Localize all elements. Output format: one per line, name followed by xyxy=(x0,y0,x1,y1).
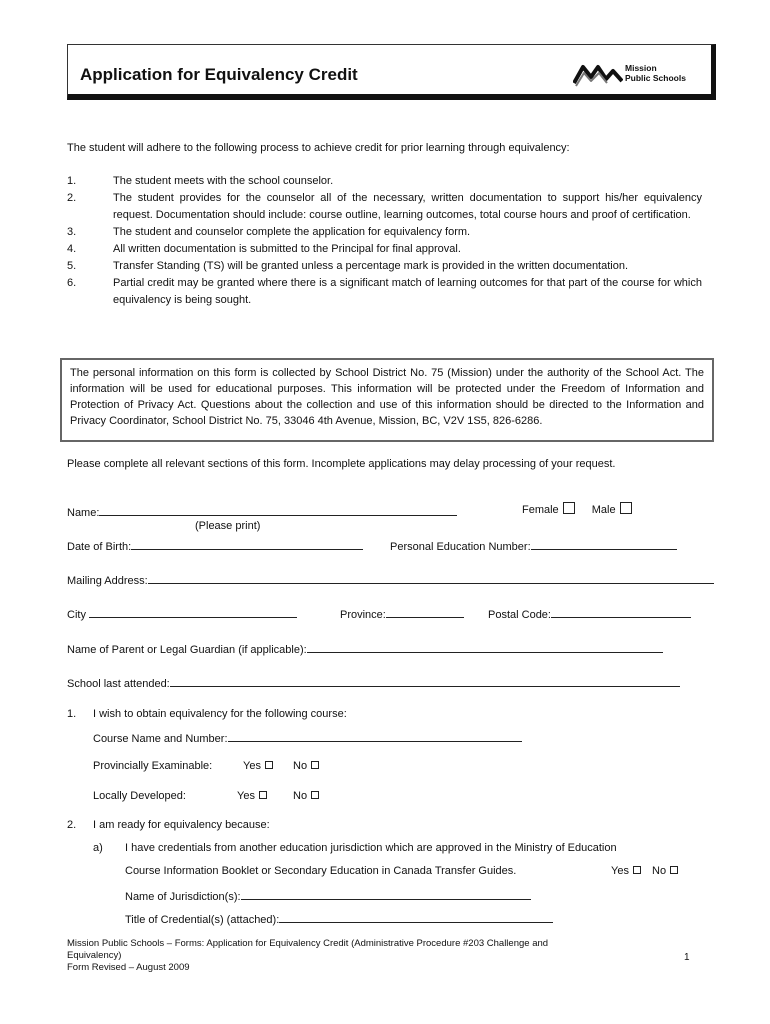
list-item xyxy=(67,173,702,190)
footer-line-3: Form Revised – August 2009 xyxy=(67,962,190,973)
step-number: 1. xyxy=(67,175,77,187)
postal-code-field[interactable] xyxy=(551,606,691,618)
step-text: The student and counselor complete the application for equivalency form. xyxy=(113,226,471,238)
step-text: The student meets with the school counselor. xyxy=(113,175,334,187)
please-print-note: (Please print) xyxy=(195,520,261,532)
name-label: Name: xyxy=(67,507,100,519)
male-checkbox[interactable] xyxy=(620,502,632,514)
prov-exam-label: Provincially Examinable: xyxy=(93,760,213,772)
logo-line-1: Mission xyxy=(625,63,657,73)
school-field[interactable] xyxy=(170,675,680,687)
section-2a-label: a) xyxy=(93,842,103,854)
privacy-notice-box xyxy=(60,358,714,442)
local-dev-row xyxy=(93,790,308,802)
footer-line-1: Mission Public Schools – Forms: Application for Equivalency Credit (Administrative Procedure #203 Challenge and xyxy=(67,938,549,949)
section-1-heading xyxy=(67,708,347,720)
local-dev-label: Locally Developed: xyxy=(93,790,186,802)
postal-label: Postal Code: xyxy=(488,609,551,621)
name-row xyxy=(67,504,457,519)
jurisdiction-field[interactable] xyxy=(241,888,531,900)
privacy-notice-text: The personal information on this form is collected by School District No. 75 (Mission) under the authority of the School Act. The information will be used for educational purposes. This information will be protected under the Freedom of Information and Protection of Privacy Act. Questions about the collection and use of this information should be directed to the Information and Privacy Coordinator, School District No. 75, 33046 4th Avenue, Mission, BC, V2V 1S5, 826-6286. xyxy=(70,367,704,427)
step-number: 4. xyxy=(67,243,77,255)
local-dev-yes-checkbox[interactable] xyxy=(259,791,267,799)
parent-row xyxy=(67,641,663,656)
school-row xyxy=(67,675,680,690)
page-footer xyxy=(67,938,692,974)
parent-label: Name of Parent or Legal Guardian (if applicable): xyxy=(67,644,307,656)
credential-row xyxy=(125,911,553,926)
page-title: Application for Equivalency Credit xyxy=(80,65,358,84)
province-field[interactable] xyxy=(386,606,464,618)
list-item xyxy=(67,275,702,309)
prov-exam-yes-checkbox[interactable] xyxy=(265,761,273,769)
prov-exam-yes-label: Yes xyxy=(243,760,261,772)
parent-field[interactable] xyxy=(307,641,663,653)
local-dev-no-label: No xyxy=(293,790,308,802)
section-2a-yes-no xyxy=(611,865,678,877)
mailing-label: Mailing Address: xyxy=(67,575,148,587)
city-row xyxy=(67,606,297,621)
jurisdiction-row xyxy=(125,888,531,903)
list-item xyxy=(67,258,702,275)
course-row xyxy=(93,730,522,745)
intro-text: The student will adhere to the following process to achieve credit for prior learning through equivalency: xyxy=(67,142,570,154)
course-name-field[interactable] xyxy=(228,730,522,742)
mailing-address-field[interactable] xyxy=(148,572,714,584)
city-label: City xyxy=(67,609,86,621)
section-2-heading xyxy=(67,819,270,831)
jurisdiction-label: Name of Jurisdiction(s): xyxy=(125,891,241,903)
logo-text xyxy=(625,63,686,83)
footer-line-2: Equivalency) xyxy=(67,950,122,961)
section-2-text: I am ready for equivalency because: xyxy=(93,819,270,831)
logo-line-2: Public Schools xyxy=(625,73,686,83)
section-2a-yes-label: Yes xyxy=(611,865,629,877)
female-checkbox[interactable] xyxy=(563,502,575,514)
step-text: The student provides for the counselor all of the necessary, written documentation to support his/her equivalency request. Documentation should include: course outline, learning outcomes, total course hours and proof of certification. xyxy=(113,192,702,221)
local-dev-no-checkbox[interactable] xyxy=(311,791,319,799)
pen-field[interactable] xyxy=(531,538,677,550)
section-2a-text-line2: Course Information Booklet or Secondary Education in Canada Transfer Guides. xyxy=(125,865,517,877)
step-text: Partial credit may be granted where there is a significant match of learning outcomes for that part of the course for which equivalency is being sought. xyxy=(113,277,702,306)
pen-label: Personal Education Number: xyxy=(390,541,531,553)
step-text: Transfer Standing (TS) will be granted unless a percentage mark is provided in the written documentation. xyxy=(113,260,629,272)
process-steps-list xyxy=(67,173,702,309)
mailing-row xyxy=(67,572,714,587)
mission-logo xyxy=(573,59,693,89)
section-2a-no-label: No xyxy=(652,865,667,877)
male-label: Male xyxy=(591,504,616,516)
section-2a-no-checkbox[interactable] xyxy=(670,866,678,874)
step-number: 2. xyxy=(67,192,77,204)
credential-label: Title of Credential(s) (attached): xyxy=(125,914,280,926)
dob-label: Date of Birth: xyxy=(67,541,132,553)
female-label: Female xyxy=(522,504,559,516)
credential-field[interactable] xyxy=(279,911,553,923)
pen-row xyxy=(390,538,677,553)
list-item xyxy=(67,224,702,241)
page-number: 1 xyxy=(684,952,690,963)
section-2-number: 2. xyxy=(67,819,77,831)
list-item xyxy=(67,241,702,258)
course-label: Course Name and Number: xyxy=(93,733,228,745)
name-field[interactable] xyxy=(99,504,457,516)
local-dev-yes-label: Yes xyxy=(237,790,255,802)
header-box xyxy=(67,44,716,100)
province-label: Province: xyxy=(340,609,386,621)
prov-exam-no-label: No xyxy=(293,760,308,772)
step-number: 6. xyxy=(67,277,77,289)
province-row xyxy=(340,606,464,621)
step-number: 3. xyxy=(67,226,77,238)
school-label: School last attended: xyxy=(67,678,170,690)
section-1-text: I wish to obtain equivalency for the following course: xyxy=(93,708,347,720)
city-field[interactable] xyxy=(89,606,297,618)
prov-exam-row xyxy=(93,760,308,772)
dob-field[interactable] xyxy=(131,538,363,550)
step-text: All written documentation is submitted to the Principal for final approval. xyxy=(113,243,461,255)
gender-row xyxy=(522,502,632,516)
section-2a-text-line1: I have credentials from another education jurisdiction which are approved in the Ministry of Education xyxy=(125,842,617,854)
section-1-number: 1. xyxy=(67,708,77,720)
mission-mountains-logo-icon xyxy=(573,61,623,87)
prov-exam-no-checkbox[interactable] xyxy=(311,761,319,769)
section-2a-yes-checkbox[interactable] xyxy=(633,866,641,874)
step-number: 5. xyxy=(67,260,77,272)
list-item xyxy=(67,190,702,224)
instructions-text: Please complete all relevant sections of this form. Incomplete applications may delay processing of your request. xyxy=(67,458,616,470)
dob-row xyxy=(67,538,363,553)
postal-row xyxy=(488,606,691,621)
